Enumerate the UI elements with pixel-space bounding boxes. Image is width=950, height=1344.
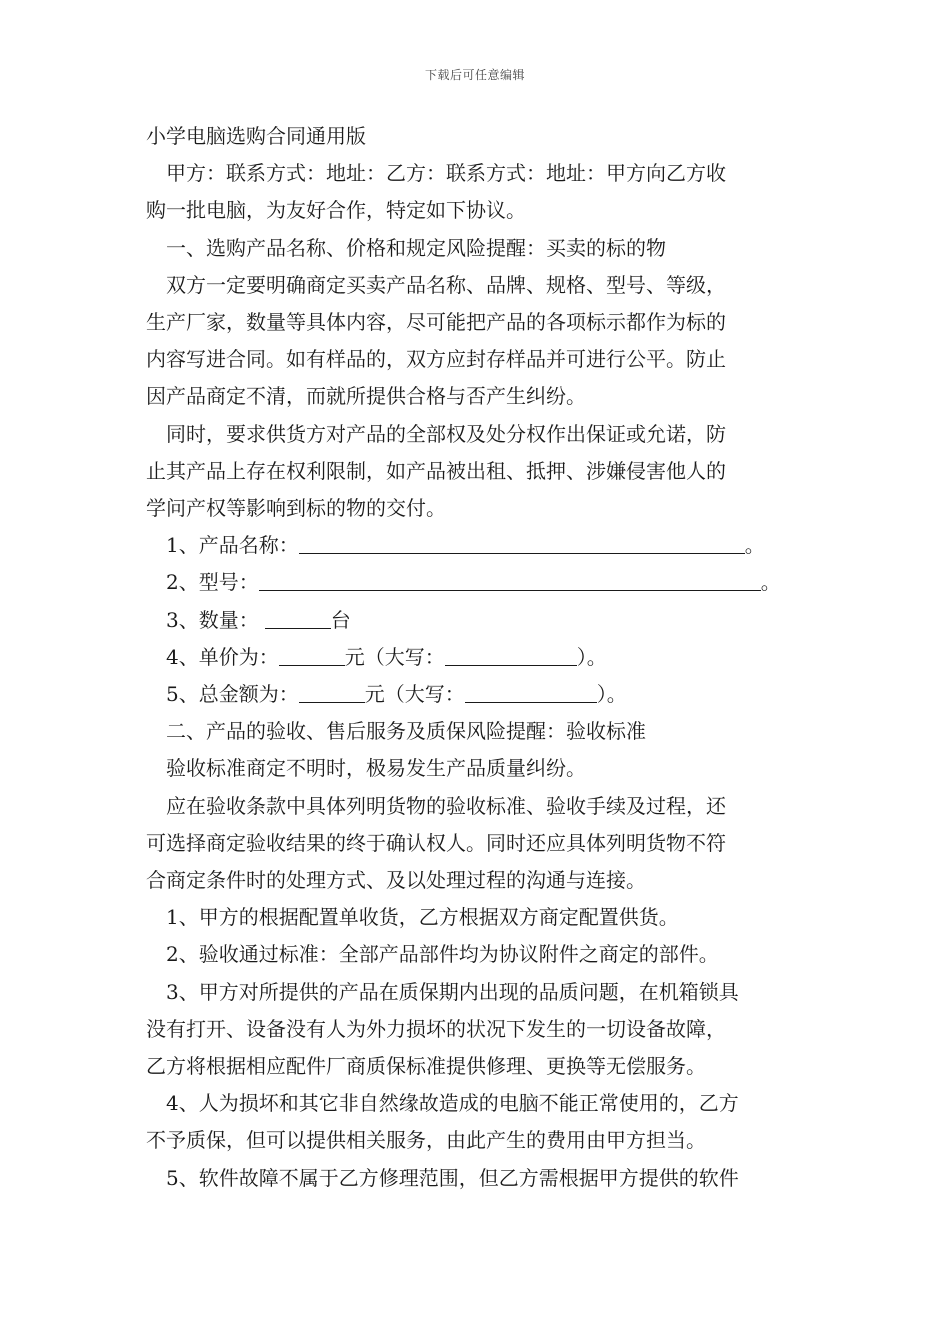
paragraph-line: 应在验收条款中具体列明货物的验收标准、验收手续及过程，还 (166, 793, 726, 818)
contract-body (146, 118, 808, 1197)
paragraph-line: 可选择商定验收结果的终于确认权人。同时还应具体列明货物不符 (146, 830, 726, 855)
paragraph-line: 学问产权等影响到标的物的交付。 (146, 496, 446, 521)
unit-price-blank[interactable] (279, 643, 345, 666)
paragraph-line: 甲方：联系方式：地址：乙方：联系方式：地址：甲方向乙方收 (166, 161, 726, 186)
field-label: 2、型号： (166, 570, 259, 595)
paragraph-line: 合商定条件时的处理方式、及以处理过程的沟通与连接。 (146, 868, 646, 893)
field-label: 4、单价为： (166, 644, 279, 669)
clause-item: 4、人为损坏和其它非自然缘故造成的电脑不能正常使用的，乙方 (166, 1091, 739, 1116)
unit-price-capital-blank[interactable] (445, 643, 577, 666)
document-title: 小学电脑选购合同通用版 (146, 124, 366, 148)
field-label: 5、总金额为： (166, 682, 299, 707)
field-total-amount: 5、总金额为： 元（大写： ）。 (166, 682, 627, 707)
clause-item: 3、甲方对所提供的产品在质保期内出现的品质问题，在机箱锁具 (166, 979, 739, 1004)
section-heading: 二、产品的验收、售后服务及质保风险提醒：验收标准 (166, 719, 646, 744)
paragraph-line: 止其产品上存在权利限制，如产品被出租、抵押、涉嫌侵害他人的 (146, 458, 726, 483)
paragraph-line: 验收标准商定不明时，极易发生产品质量纠纷。 (166, 756, 586, 781)
paragraph-line: 内容写进合同。如有样品的，双方应封存样品并可进行公平。防止 (146, 347, 726, 372)
field-label: 1、产品名称： (166, 533, 299, 558)
paragraph-line: 不予质保，但可以提供相关服务，由此产生的费用由甲方担当。 (146, 1128, 706, 1153)
field-unit-price: 4、单价为： 元（大写： ）。 (166, 644, 607, 669)
model-blank[interactable] (259, 568, 761, 591)
paragraph-line: 乙方将根据相应配件厂商质保标准提供修理、更换等无偿服务。 (146, 1054, 706, 1079)
total-amount-blank[interactable] (299, 680, 365, 703)
clause-item: 2、验收通过标准：全部产品部件均为协议附件之商定的部件。 (166, 942, 719, 967)
paragraph-line: 同时，要求供货方对产品的全部权及处分权作出保证或允诺，防 (166, 421, 726, 446)
field-model: 2、型号： 。 (166, 570, 781, 595)
clause-item: 5、软件故障不属于乙方修理范围，但乙方需根据甲方提供的软件 (166, 1165, 739, 1190)
paragraph-line: 购一批电脑，为友好合作，特定如下协议。 (146, 198, 526, 223)
quantity-blank[interactable] (265, 606, 331, 629)
clause-item: 1、甲方的根据配置单收货，乙方根据双方商定配置供货。 (166, 905, 679, 930)
paragraph-line: 生产厂家，数量等具体内容，尽可能把产品的各项标示都作为标的 (146, 310, 726, 335)
paragraph-line: 双方一定要明确商定买卖产品名称、品牌、规格、型号、等级， (166, 272, 726, 297)
field-label: 3、数量： (166, 607, 259, 632)
field-quantity: 3、数量： 台 (166, 607, 351, 632)
paragraph-line: 因产品商定不清，而就所提供合格与否产生纠纷。 (146, 384, 586, 409)
paragraph-line: 没有打开、设备没有人为外力损坏的状况下发生的一切设备故障， (146, 1016, 726, 1041)
section-heading: 一、选购产品名称、价格和规定风险提醒：买卖的标的物 (166, 235, 666, 260)
page-header-note: 下载后可任意编辑 (424, 68, 525, 82)
field-product-name: 1、产品名称： 。 (166, 533, 765, 558)
product-name-blank[interactable] (299, 531, 745, 554)
total-amount-capital-blank[interactable] (465, 680, 597, 703)
